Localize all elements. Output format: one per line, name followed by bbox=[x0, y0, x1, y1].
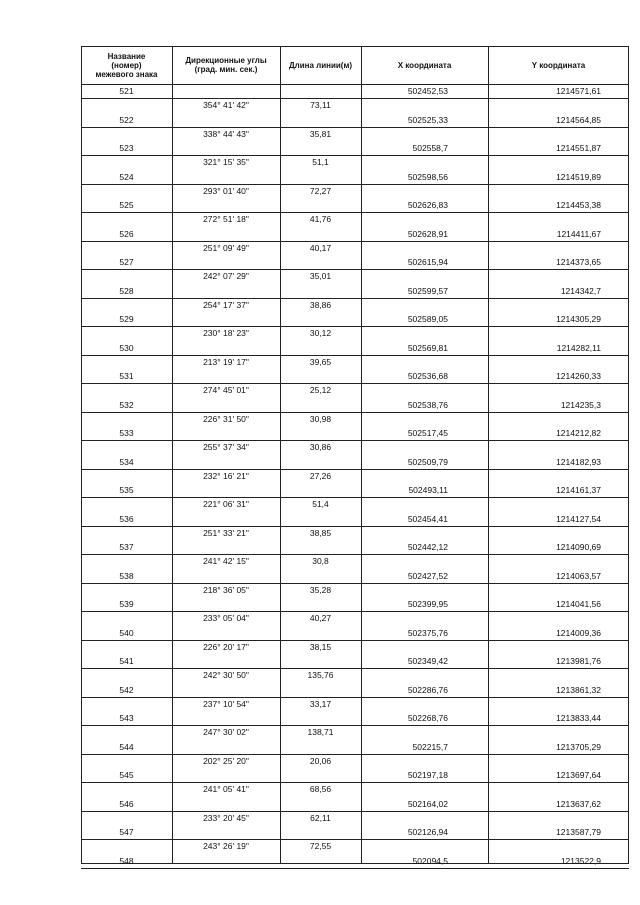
line-length: 30,8 bbox=[312, 556, 329, 566]
line-length: 72,27 bbox=[309, 185, 332, 196]
y-coordinate: 1213522,9 bbox=[560, 855, 601, 866]
line-length: 41,76 bbox=[309, 214, 332, 224]
x-coordinate: 502268,76 bbox=[407, 713, 448, 723]
y-coordinate: 1214235,3 bbox=[560, 399, 601, 410]
marker-number: 548 bbox=[119, 855, 134, 866]
y-coordinate: 1213705,29 bbox=[556, 741, 601, 752]
direction-angle: 218° 36' 05" bbox=[203, 584, 249, 595]
marker-number: 523 bbox=[119, 143, 134, 153]
marker-number: 535 bbox=[119, 485, 134, 495]
marker-number: 543 bbox=[119, 713, 134, 723]
line-length: 51,1 bbox=[312, 157, 329, 167]
direction-angle: 226° 20' 17" bbox=[203, 641, 249, 652]
line-length: 73,11 bbox=[310, 100, 331, 110]
marker-number: 534 bbox=[119, 456, 134, 467]
x-coordinate: 502536,68 bbox=[407, 371, 448, 381]
direction-angle: 213° 19' 17" bbox=[203, 356, 249, 367]
line-length: 38,15 bbox=[309, 641, 332, 652]
line-length: 33,17 bbox=[309, 698, 332, 709]
line-length: 35,81 bbox=[309, 128, 332, 139]
y-coordinate: 1213861,32 bbox=[556, 684, 601, 695]
x-coordinate: 502538,76 bbox=[407, 399, 448, 410]
y-coordinate: 1214373,65 bbox=[556, 257, 601, 267]
direction-angle: 321° 15' 35" bbox=[203, 157, 249, 167]
direction-angle: 242° 07' 29" bbox=[203, 271, 249, 281]
y-coordinate: 1213697,64 bbox=[556, 770, 601, 780]
x-coordinate: 502399,95 bbox=[407, 599, 448, 609]
direction-angle: 338° 44' 43" bbox=[203, 128, 249, 139]
y-coordinate: 1214282,11 bbox=[556, 342, 601, 353]
line-length: 30,86 bbox=[309, 442, 332, 452]
direction-angle: 254° 17' 37" bbox=[203, 299, 249, 310]
x-coordinate: 502558,7 bbox=[412, 143, 448, 153]
y-coordinate: 1214551,87 bbox=[556, 143, 601, 153]
direction-angle: 233° 05' 04" bbox=[203, 613, 249, 623]
marker-number: 532 bbox=[119, 399, 134, 410]
y-coordinate: 1214564,85 bbox=[556, 114, 601, 125]
line-length: 51,4 bbox=[312, 499, 329, 509]
y-coordinate: 1214519,89 bbox=[556, 171, 601, 182]
direction-angle: 202° 25' 20" bbox=[203, 755, 249, 766]
line-length: 40,17 bbox=[309, 242, 332, 253]
y-coordinate: 1214009,36 bbox=[556, 627, 601, 638]
line-length: 68,56 bbox=[309, 784, 332, 794]
line-length: 30,98 bbox=[309, 413, 332, 424]
marker-number: 522 bbox=[119, 114, 134, 125]
x-coordinate: 502126,94 bbox=[407, 827, 448, 837]
header-marker-number: Название (номер) межевого знака bbox=[95, 51, 158, 79]
header-direction-angle: Дирекционные углы (град. мин. сек.) bbox=[185, 56, 267, 74]
column-border bbox=[172, 46, 173, 864]
marker-number: 524 bbox=[119, 171, 134, 182]
direction-angle: 247° 30' 02" bbox=[203, 727, 249, 737]
y-coordinate: 1214182,93 bbox=[556, 456, 601, 467]
direction-angle: 255° 37' 34" bbox=[203, 442, 249, 452]
x-coordinate: 502215,7 bbox=[412, 741, 448, 752]
marker-number: 541 bbox=[119, 656, 134, 666]
direction-angle: 242° 30' 50" bbox=[203, 670, 249, 680]
x-coordinate: 502452,53 bbox=[407, 86, 448, 96]
line-length: 38,85 bbox=[309, 527, 332, 538]
marker-number: 547 bbox=[119, 827, 134, 837]
x-coordinate: 502517,45 bbox=[407, 428, 448, 438]
line-length: 25,12 bbox=[309, 385, 332, 395]
y-coordinate: 1214127,54 bbox=[556, 513, 601, 524]
direction-angle: 237° 10' 54" bbox=[203, 698, 249, 709]
marker-number: 525 bbox=[119, 200, 134, 210]
y-coordinate: 1213637,62 bbox=[556, 798, 601, 809]
direction-angle: 241° 42' 15" bbox=[203, 556, 249, 566]
direction-angle: 251° 09' 49" bbox=[203, 242, 249, 253]
direction-angle: 243° 26' 19" bbox=[203, 841, 249, 851]
marker-number: 521 bbox=[119, 86, 134, 96]
direction-angle: 232° 16' 21" bbox=[203, 470, 249, 481]
line-length: 35,01 bbox=[309, 271, 332, 281]
line-length: 40,27 bbox=[309, 613, 332, 623]
line-length: 138,71 bbox=[307, 727, 334, 737]
header-line-length: Длина линии(м) bbox=[288, 60, 353, 70]
y-coordinate: 1213981,76 bbox=[556, 656, 601, 666]
x-coordinate: 502569,81 bbox=[407, 342, 448, 353]
direction-angle: 293° 01' 40" bbox=[203, 185, 249, 196]
marker-number: 546 bbox=[119, 798, 134, 809]
direction-angle: 221° 06' 31" bbox=[203, 499, 249, 509]
header-x-coordinate: X координата bbox=[397, 60, 452, 70]
boundary-coordinates-table bbox=[81, 46, 629, 864]
marker-number: 537 bbox=[119, 542, 134, 552]
x-coordinate: 502286,76 bbox=[407, 684, 448, 695]
x-coordinate: 502454,41 bbox=[407, 513, 448, 524]
direction-angle: 233° 20' 45" bbox=[203, 812, 249, 823]
x-coordinate: 502628,91 bbox=[407, 228, 448, 239]
y-coordinate: 1214342,7 bbox=[560, 285, 601, 296]
direction-angle: 241° 05' 41" bbox=[203, 784, 249, 794]
marker-number: 536 bbox=[119, 513, 134, 524]
marker-number: 528 bbox=[119, 285, 134, 296]
direction-angle: 226° 31' 50" bbox=[203, 413, 249, 424]
x-coordinate: 502493,11 bbox=[408, 485, 448, 495]
y-coordinate: 1214063,57 bbox=[556, 570, 601, 581]
x-coordinate: 502094,5 bbox=[412, 855, 448, 866]
direction-angle: 251° 33' 21" bbox=[203, 527, 249, 538]
x-coordinate: 502427,52 bbox=[407, 570, 448, 581]
y-coordinate: 1214571,61 bbox=[556, 86, 601, 96]
marker-number: 544 bbox=[119, 741, 134, 752]
x-coordinate: 502615,94 bbox=[407, 257, 448, 267]
marker-number: 529 bbox=[119, 314, 134, 324]
y-coordinate: 1214090,69 bbox=[556, 542, 601, 552]
column-border bbox=[280, 46, 281, 864]
x-coordinate: 502509,79 bbox=[407, 456, 448, 467]
line-length: 38,86 bbox=[309, 299, 332, 310]
direction-angle: 274° 45' 01" bbox=[203, 385, 249, 395]
line-length: 39,65 bbox=[309, 356, 332, 367]
marker-number: 540 bbox=[119, 627, 134, 638]
marker-number: 542 bbox=[119, 684, 134, 695]
y-coordinate: 1214260,33 bbox=[556, 371, 601, 381]
marker-number: 538 bbox=[119, 570, 134, 581]
marker-number: 530 bbox=[119, 342, 134, 353]
line-length: 62,11 bbox=[310, 812, 331, 823]
line-length: 30,12 bbox=[309, 328, 332, 338]
marker-number: 527 bbox=[119, 257, 134, 267]
marker-number: 545 bbox=[119, 770, 134, 780]
x-coordinate: 502589,05 bbox=[407, 314, 448, 324]
x-coordinate: 502598,56 bbox=[407, 171, 448, 182]
marker-number: 531 bbox=[119, 371, 134, 381]
marker-number: 526 bbox=[119, 228, 134, 239]
direction-angle: 354° 41' 42" bbox=[203, 100, 249, 110]
marker-number: 539 bbox=[119, 599, 134, 609]
x-coordinate: 502442,12 bbox=[407, 542, 448, 552]
y-coordinate: 1214305,29 bbox=[556, 314, 601, 324]
line-length: 35,28 bbox=[309, 584, 332, 595]
header-y-coordinate: Y координата bbox=[531, 60, 586, 70]
direction-angle: 230° 18' 23" bbox=[203, 328, 249, 338]
x-coordinate: 502525,33 bbox=[407, 114, 448, 125]
x-coordinate: 502349,42 bbox=[407, 656, 448, 666]
line-length: 72,55 bbox=[309, 841, 332, 851]
y-coordinate: 1214453,38 bbox=[556, 200, 601, 210]
y-coordinate: 1213833,44 bbox=[556, 713, 601, 723]
marker-number: 533 bbox=[119, 428, 134, 438]
y-coordinate: 1213587,79 bbox=[556, 827, 601, 837]
x-coordinate: 502599,57 bbox=[407, 285, 448, 296]
line-length: 135,76 bbox=[307, 670, 334, 680]
x-coordinate: 502375,76 bbox=[407, 627, 448, 638]
line-length: 20,06 bbox=[309, 755, 332, 766]
direction-angle: 272° 51' 18" bbox=[203, 214, 249, 224]
x-coordinate: 502197,18 bbox=[407, 770, 448, 780]
x-coordinate: 502626,83 bbox=[407, 200, 448, 210]
x-coordinate: 502164,02 bbox=[407, 798, 448, 809]
row-border bbox=[81, 868, 629, 869]
y-coordinate: 1214041,56 bbox=[556, 599, 601, 609]
y-coordinate: 1214411,67 bbox=[556, 228, 601, 239]
y-coordinate: 1214161,37 bbox=[556, 485, 601, 495]
y-coordinate: 1214212,82 bbox=[556, 428, 601, 438]
line-length: 27,26 bbox=[309, 470, 332, 481]
